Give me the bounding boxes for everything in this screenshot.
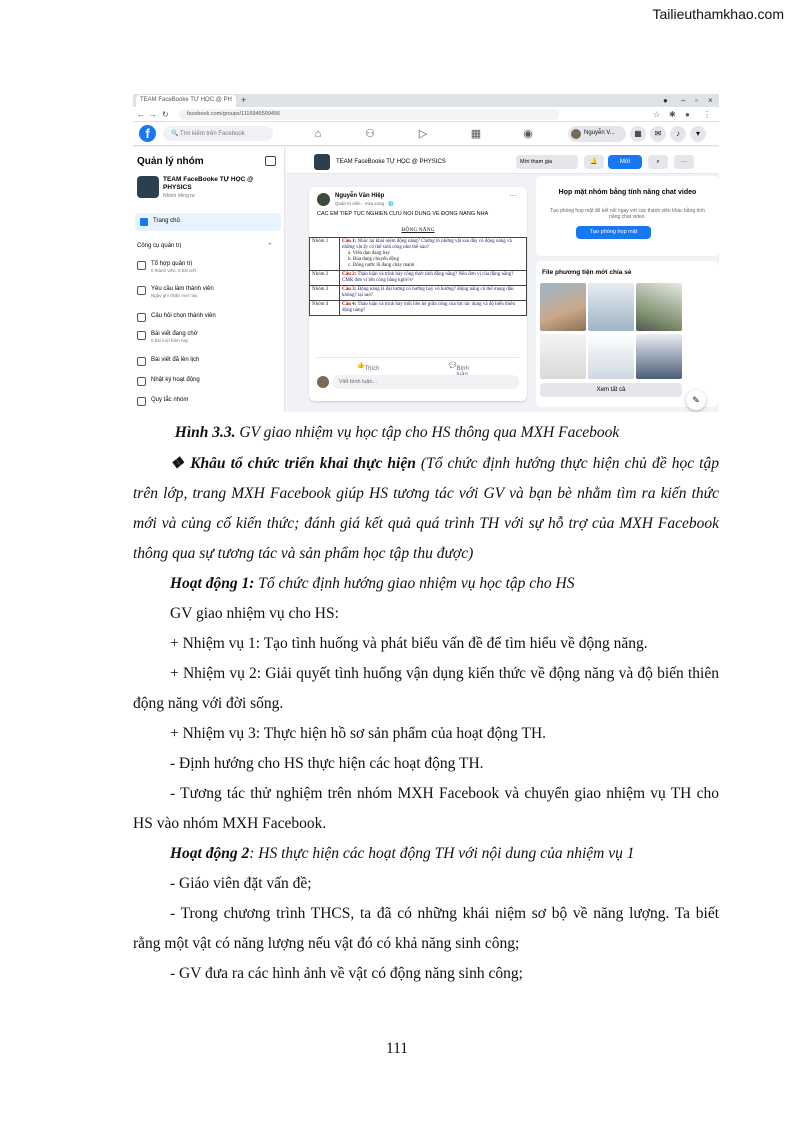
avatar <box>571 129 581 139</box>
stage-description: (Tổ chức định hướng thực hiện chủ đề học tập trên lớp, trang MXH Facebook giúp HS tương tác với GV và bạn bè nhằm tìm ra kiến thức mới và củng cố kiến thức; đánh giá kết quả quá trình TH với sự hỗ trợ của MXH Facebook thông qua sự tương tác và sản phẩm học tập thu được) <box>133 455 719 562</box>
paragraph: GV giao nhiệm vụ cho HS: <box>170 605 339 622</box>
browser-tabbar <box>133 94 719 107</box>
facebook-topbar <box>133 122 719 146</box>
media-thumbnail[interactable] <box>540 283 586 331</box>
paragraph-activity-2 <box>133 839 719 869</box>
maximize-icon[interactable]: ▫ <box>695 96 698 105</box>
media-thumbnail[interactable] <box>636 334 682 379</box>
table-row <box>310 286 527 301</box>
assignment-table <box>309 237 527 316</box>
friends-icon[interactable]: ⚇ <box>365 128 375 140</box>
edit-icon[interactable]: ✎ <box>686 390 706 410</box>
post-actions <box>317 357 519 373</box>
figure-caption <box>0 424 794 442</box>
calendar-icon <box>137 357 146 366</box>
document-title: ĐỘNG NĂNG <box>401 227 435 233</box>
paragraph: - GV đưa ra các hình ảnh về vật có động năng sinh công; <box>170 965 523 982</box>
new-tab-icon[interactable]: + <box>241 95 247 105</box>
sidebar-item-sub: Ngày ghi nhận mới nay <box>151 293 198 298</box>
post-author[interactable]: Nguyễn Văn Hiệp <box>335 193 385 199</box>
paragraph: + Nhiệm vụ 3: Thực hiện hồ sơ sản phẩm của hoạt động TH. <box>170 725 547 742</box>
question-cell <box>340 271 527 286</box>
user-name: Nguyễn V... <box>584 130 615 136</box>
recent-media-title: File phương tiện mới chia sẻ <box>542 269 632 276</box>
avatar <box>317 376 329 388</box>
bookmark-icon[interactable]: ☆ <box>653 110 661 119</box>
sidebar-item-group-rules[interactable] <box>137 397 282 404</box>
video-chat-description: Tạo phòng họp mặt để kết nối ngay với các thành viên khác bằng tính năng chat video. <box>550 208 705 220</box>
extensions-icon[interactable]: ✱ <box>669 110 676 119</box>
sidebar-item-membership-questions[interactable] <box>137 313 282 320</box>
paragraph-activity-1 <box>133 569 719 599</box>
sidebar-item-admin-home[interactable] <box>137 261 282 274</box>
sidebar-item-label: Tổ hợp quản trị <box>151 261 192 267</box>
browser-menu-icon[interactable]: ⋮ <box>703 110 711 119</box>
url-input[interactable]: facebook.com/groups/1116945599456 <box>179 109 559 120</box>
user-profile-button[interactable] <box>568 126 626 142</box>
stage-heading: ❖ Khâu tổ chức triển khai thực hiện <box>170 455 416 472</box>
sidebar-item-label: Trang chủ <box>153 218 180 224</box>
comment-label: Bình <box>456 366 469 372</box>
paragraph: + Nhiệm vụ 2: Giải quyết tình huống vận dụng kiến thức về động năng và độ biến thiên động năng với đời sống. <box>133 665 719 712</box>
sidebar-title: Quản lý nhóm <box>137 156 204 167</box>
sidebar-item-label: Bài viết đã lên lịch <box>151 357 200 363</box>
group-header-thumbnail <box>314 154 330 170</box>
question-text: Động năng là đại lượng có hướng hay vô hướng? Động năng có thể mang dấu không? tại sao? <box>342 287 514 298</box>
rules-icon <box>137 397 146 406</box>
option-item: c. Dòng nước lũ đang chảy mạnh <box>348 263 415 268</box>
question-cell <box>340 238 527 271</box>
activity-1-text: Tổ chức định hướng giao nhiệm vụ học tập cho HS <box>254 575 575 592</box>
page-number: 111 <box>385 1040 409 1057</box>
sidebar-item-sub: 0 thành viên, 0 bài viết <box>151 268 197 273</box>
account-icon[interactable]: ● <box>663 96 668 105</box>
close-icon[interactable]: × <box>708 96 713 105</box>
browser-tab[interactable]: TEAM FaceBooke TỰ HỌC @ PH <box>136 95 236 107</box>
sidebar-item-activity-log[interactable] <box>137 377 282 384</box>
forward-icon[interactable]: → <box>149 110 157 119</box>
video-chat-title: Họp mặt nhóm bằng tính năng chat video <box>558 189 697 196</box>
comment-input[interactable]: Viết bình luận... <box>333 375 519 389</box>
minimize-icon[interactable]: – <box>681 96 686 105</box>
notifications-icon[interactable]: ♪ <box>670 126 686 142</box>
question-label: Câu 4: <box>342 302 357 307</box>
groups-icon[interactable]: ◉ <box>523 128 533 140</box>
back-icon[interactable]: ← <box>137 110 145 119</box>
question-cell <box>340 301 527 316</box>
facebook-screenshot <box>133 94 719 412</box>
watermark: Tailieuthamkhao.com <box>652 6 784 22</box>
invite-button[interactable]: Mời tham gia <box>516 155 578 169</box>
member-request-icon <box>137 286 146 295</box>
figure-label: Hình 3.3. <box>174 424 236 441</box>
recent-media-card <box>536 261 719 407</box>
comment-button[interactable]: 💬 Bình <box>449 362 456 369</box>
group-header <box>286 147 719 174</box>
sidebar-item-scheduled-posts[interactable] <box>137 357 282 364</box>
reload-icon[interactable]: ↻ <box>162 110 169 119</box>
question-cell <box>340 286 527 301</box>
profile-icon[interactable]: ● <box>685 110 690 119</box>
sidebar-item-label: Nhật ký hoạt động <box>151 377 200 383</box>
paragraph: - Trong chương trình THCS, ta đã có những khái niệm sơ bộ về năng lượng. Ta biết rằng một vật có năng lượng nếu vật đó có khả năng sinh công; <box>133 905 719 952</box>
question-text: Nhắc lại khái niệm động năng? Chứng tỏ những vật sau đây có động năng và những vật ấy có thể sinh công như thế nào? <box>342 239 512 250</box>
group-thumbnail[interactable] <box>137 176 159 198</box>
messenger-icon[interactable]: ✉ <box>650 126 666 142</box>
post-author-avatar[interactable] <box>317 193 330 206</box>
group-cell: Nhóm 1 <box>310 238 340 271</box>
group-header-title[interactable]: TEAM FaceBooke TỰ HỌC @ PHYSICS <box>336 159 446 165</box>
search-placeholder: Tìm kiếm trên Facebook <box>180 131 245 137</box>
option-item: a. Viên đạn đang bay <box>348 251 390 256</box>
paragraph: - Giáo viên đặt vấn đề; <box>170 875 312 892</box>
group-cell: Nhóm 3 <box>310 286 340 301</box>
sidebar-item-label: Yêu cầu làm thành viên <box>151 286 214 292</box>
admin-icon <box>137 261 146 270</box>
pending-post-icon <box>137 331 146 340</box>
group-cell: Nhóm 4 <box>310 301 340 316</box>
collapse-panel-icon[interactable] <box>265 156 276 166</box>
sidebar-item-label: Câu hỏi chọn thành viên <box>151 313 216 319</box>
search-icon[interactable]: ⌕ <box>648 155 668 169</box>
table-row <box>310 271 527 286</box>
media-thumbnail[interactable] <box>540 334 586 379</box>
question-icon <box>137 313 146 322</box>
sidebar-item-member-requests[interactable] <box>137 286 282 299</box>
comment-box <box>317 375 519 389</box>
admin-tools-heading: Công cụ quản trị <box>137 243 182 249</box>
activity-2-text: : HS thực hiện các hoạt động TH với nội dung của nhiệm vụ 1 <box>249 845 635 862</box>
media-thumbnail[interactable] <box>588 283 634 331</box>
paragraph-stage <box>133 449 719 569</box>
figure-caption-text: GV giao nhiệm vụ học tập cho HS thông qua MXH Facebook <box>235 424 620 441</box>
more-options-icon[interactable]: ··· <box>674 155 694 169</box>
marketplace-icon[interactable]: ▦ <box>470 128 482 140</box>
create-room-button[interactable]: Tạo phòng họp mặt <box>576 226 651 239</box>
question-text: Thảo luận và trình bày công thức tính động năng? Nêu đơn vị của động năng? CMR đơn vị lớn còng bằng kgm²/s² <box>342 272 514 283</box>
question-label: Câu 1: <box>342 239 357 244</box>
question-label: Câu 2: <box>342 272 357 277</box>
option-item: b. Búa đang chuyển động <box>348 257 399 262</box>
activity-1-heading: Hoạt động 1: <box>170 575 255 592</box>
chevron-up-icon[interactable]: ⌃ <box>267 243 273 250</box>
watch-icon[interactable]: ▷ <box>418 128 428 140</box>
account-menu-icon[interactable]: ▾ <box>690 126 706 142</box>
media-thumbnail[interactable] <box>588 334 634 379</box>
media-thumbnail[interactable] <box>636 283 682 331</box>
sidebar-item-label: Bài viết đang chờ <box>151 331 198 337</box>
home-icon <box>140 218 148 226</box>
paragraph: - Tương tác thử nghiệm trên nhóm MXH Facebook và chuyển giao nhiệm vụ TH cho HS vào nhóm MXH Facebook. <box>133 785 719 832</box>
facebook-logo-icon[interactable]: f <box>139 125 156 142</box>
table-row <box>310 238 527 271</box>
like-button[interactable]: 👍 Thích <box>357 363 380 372</box>
question-label: Câu 3: <box>342 287 357 292</box>
post-options-icon[interactable]: ··· <box>509 191 517 200</box>
group-name[interactable]: TEAM FaceBooke TỰ HỌC @ PHYSICS <box>163 176 254 191</box>
sidebar-item-pending-posts[interactable] <box>137 331 282 344</box>
paragraph: - Định hướng cho HS thực hiện các hoạt động TH. <box>170 755 484 772</box>
address-bar <box>133 107 719 122</box>
video-chat-card <box>536 176 719 256</box>
group-post <box>309 187 527 401</box>
paragraph: + Nhiệm vụ 1: Tạo tình huống và phát biểu vấn đề để tìm hiểu về động năng. <box>170 635 648 652</box>
see-all-button[interactable]: Xem tất cả <box>540 383 682 397</box>
group-admin-sidebar <box>133 147 285 412</box>
notifications-bell-icon[interactable]: 🔔 <box>584 155 604 169</box>
post-meta: Quản trị viên · Vừa xong · 🌐 <box>335 201 394 206</box>
sidebar-item-label: Quy tắc nhóm <box>151 397 189 403</box>
group-cell: Nhóm 2 <box>310 271 340 286</box>
activity-2-heading: Hoạt động 2 <box>170 845 250 862</box>
invite-more-button[interactable]: Mời <box>608 155 642 169</box>
home-icon[interactable]: ⌂ <box>314 128 322 140</box>
activity-log-icon <box>137 377 146 386</box>
sidebar-item-home[interactable] <box>135 213 281 231</box>
table-row <box>310 301 527 316</box>
menu-grid-icon[interactable]: ▦ <box>630 126 646 142</box>
group-privacy: Nhóm riêng tư <box>163 193 195 199</box>
like-label: Thích <box>364 366 380 372</box>
post-text: CÁC EM TIẾP TỤC NGHIÊN CỨU NỘI DUNG VỀ ĐỘNG NĂNG NHA <box>317 211 489 217</box>
facebook-search-input[interactable]: 🔍 Tìm kiếm trên Facebook <box>163 126 273 141</box>
question-text: Thảo luận và trình bày mối liên hệ giữa công của lực tác dụng và độ biến thiên động năng? <box>342 302 515 313</box>
sidebar-item-sub: 0 bài mới hôm nay <box>151 338 189 343</box>
